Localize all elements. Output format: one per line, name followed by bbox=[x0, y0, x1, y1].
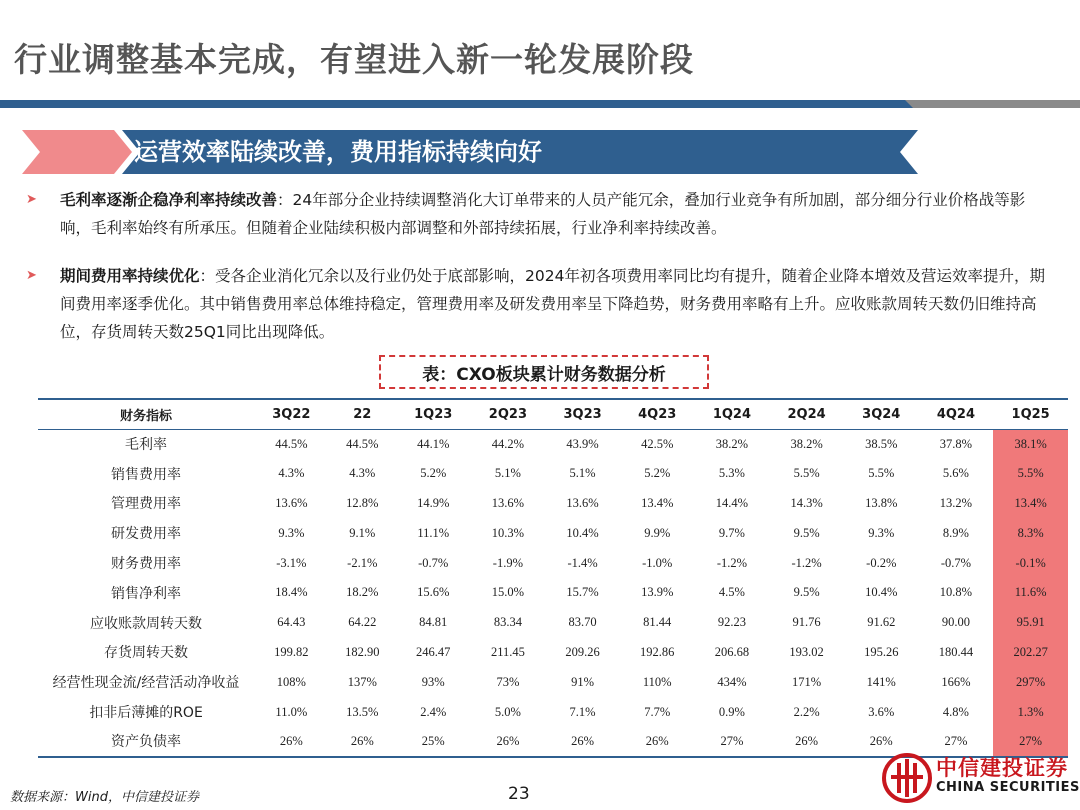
table-cell: 13.2% bbox=[939, 495, 973, 510]
table-cell: 297% bbox=[993, 667, 1068, 697]
table-cell: 9.9% bbox=[644, 525, 671, 540]
page-title: 行业调整基本完成，有望进入新一轮发展阶段 bbox=[14, 40, 694, 79]
table-cell: 7.7% bbox=[644, 704, 671, 719]
header-cell: 1Q24 bbox=[695, 399, 770, 429]
table-cell: 14.9% bbox=[417, 495, 450, 510]
header-cell: 4Q24 bbox=[919, 399, 994, 429]
table-cell: 108% bbox=[276, 674, 306, 689]
table-cell: 42.5% bbox=[641, 436, 674, 451]
table-cell: 4.8% bbox=[942, 704, 969, 719]
table-cell: 5.5% bbox=[868, 466, 895, 481]
table-cell: 15.0% bbox=[491, 585, 525, 600]
table-cell: 206.68 bbox=[714, 644, 750, 659]
table-cell: 5.2% bbox=[644, 466, 671, 481]
table-cell: 11.0% bbox=[275, 704, 308, 719]
table-cell: 11.6% bbox=[993, 578, 1068, 608]
table-cell: 182.90 bbox=[345, 644, 380, 659]
table-cell: 10.3% bbox=[491, 525, 525, 540]
header-cell: 22 bbox=[329, 399, 396, 429]
table-cell: 5.6% bbox=[942, 466, 969, 481]
table-cell: 44.2% bbox=[491, 436, 525, 451]
table-cell: 95.91 bbox=[993, 608, 1068, 638]
table-cell: 7.1% bbox=[569, 704, 596, 719]
table-cell: 2.2% bbox=[793, 704, 820, 719]
bullet-gross-margin bbox=[26, 186, 1056, 242]
table-cell: 180.44 bbox=[938, 644, 974, 659]
table-cell: 93% bbox=[421, 674, 445, 689]
table-cell: 137% bbox=[347, 674, 377, 689]
table-cell: 13.9% bbox=[641, 585, 674, 600]
table-cell: 64.22 bbox=[348, 615, 377, 630]
table-cell: 5.1% bbox=[569, 466, 596, 481]
logo-text-en: CHINA SECURITIES bbox=[936, 780, 1080, 795]
row-label: 经营性现金流/经营活动净收益 bbox=[52, 675, 240, 692]
table-cell: 84.81 bbox=[419, 615, 448, 630]
table-cell: 73% bbox=[496, 674, 520, 689]
table-cell: 110% bbox=[642, 674, 672, 689]
table-cell: 9.3% bbox=[868, 525, 895, 540]
table-cell: 13.6% bbox=[566, 495, 599, 510]
table-cell: 141% bbox=[866, 674, 896, 689]
table-cell: 10.8% bbox=[939, 585, 973, 600]
citic-logo-icon bbox=[882, 753, 932, 803]
table-row bbox=[38, 638, 1068, 668]
table-header-row bbox=[38, 399, 1068, 429]
table-cell: 12.8% bbox=[346, 495, 379, 510]
row-label: 应收账款周转天数 bbox=[90, 615, 202, 632]
table-cell: 25% bbox=[396, 727, 471, 757]
table-cell: 246.47 bbox=[416, 644, 451, 659]
table-cell: 13.5% bbox=[346, 704, 379, 719]
table-cell: -1.2% bbox=[791, 555, 822, 570]
table-cell: 13.6% bbox=[275, 495, 308, 510]
table-cell: 26% bbox=[329, 727, 396, 757]
table-cell: 38.1% bbox=[993, 429, 1068, 459]
triangle-arrow-icon: ➤ bbox=[26, 192, 37, 207]
table-row bbox=[38, 459, 1068, 489]
table-cell: 83.34 bbox=[493, 615, 522, 630]
table-cell: 26% bbox=[620, 727, 695, 757]
table-cell: 166% bbox=[941, 674, 971, 689]
row-label: 资产负债率 bbox=[38, 727, 254, 757]
table-cell: 27% bbox=[695, 727, 770, 757]
table-cell: 4.3% bbox=[349, 466, 376, 481]
table-cell: -1.9% bbox=[492, 555, 523, 570]
table-cell: 90.00 bbox=[941, 615, 970, 630]
table-cell: 26% bbox=[254, 727, 329, 757]
table-cell: 9.5% bbox=[793, 585, 820, 600]
table-row bbox=[38, 697, 1068, 727]
table-cell: 202.27 bbox=[993, 638, 1068, 668]
triangle-arrow-icon: ➤ bbox=[26, 268, 37, 283]
table-cell: 0.9% bbox=[718, 704, 745, 719]
table-cell: 2.4% bbox=[420, 704, 447, 719]
header-cell: 财务指标 bbox=[38, 399, 254, 429]
table-cell: 38.2% bbox=[715, 436, 749, 451]
table-cell: -0.2% bbox=[866, 555, 897, 570]
table-cell: 38.5% bbox=[865, 436, 898, 451]
table-cell: 13.6% bbox=[491, 495, 525, 510]
table-cell: 434% bbox=[717, 674, 747, 689]
table-cell: -1.4% bbox=[567, 555, 598, 570]
table-cell: 10.4% bbox=[566, 525, 599, 540]
table-cell: -3.1% bbox=[276, 555, 307, 570]
table-cell: 13.8% bbox=[865, 495, 898, 510]
table-cell: 209.26 bbox=[565, 644, 600, 659]
table-cell: 44.5% bbox=[346, 436, 379, 451]
table-cell: -1.0% bbox=[642, 555, 673, 570]
page-number: 23 bbox=[508, 784, 530, 804]
table-body bbox=[38, 429, 1068, 757]
table-row bbox=[38, 518, 1068, 548]
table-cell: 4.3% bbox=[278, 466, 305, 481]
table-cell: 13.4% bbox=[641, 495, 674, 510]
table-cell: 9.1% bbox=[349, 525, 376, 540]
table-cell: 195.26 bbox=[864, 644, 899, 659]
row-label: 销售费用率 bbox=[111, 466, 181, 483]
table-cell: 81.44 bbox=[643, 615, 672, 630]
table-cell: 5.0% bbox=[494, 704, 521, 719]
table-cell: 9.3% bbox=[278, 525, 305, 540]
table-cell: 91.62 bbox=[867, 615, 896, 630]
table-cell: 9.7% bbox=[718, 525, 745, 540]
table-cell: 171% bbox=[792, 674, 822, 689]
row-label: 研发费用率 bbox=[111, 526, 181, 543]
header-cell: 1Q25 bbox=[993, 399, 1068, 429]
table-cell: 37.8% bbox=[939, 436, 973, 451]
bullet-lead: 毛利率逐渐企稳净利率持续改善 bbox=[60, 191, 278, 209]
table-cell: 43.9% bbox=[566, 436, 599, 451]
table-cell: 27% bbox=[919, 727, 994, 757]
table-row bbox=[38, 667, 1068, 697]
row-label: 毛利率 bbox=[125, 437, 167, 454]
table-cell: 11.1% bbox=[417, 525, 450, 540]
table-cell: 44.1% bbox=[417, 436, 450, 451]
table-cell: 9.5% bbox=[793, 525, 820, 540]
table-cell: 8.9% bbox=[942, 525, 969, 540]
table-cell: 26% bbox=[471, 727, 546, 757]
bullet-text: ：受各企业消化冗余以及行业仍处于底部影响，2024年初各项费用率同比均有提升，随着企业降本增效及营运效率提升，期间费用率逐季优化。其中销售费用率总体维持稳定，管理费用率及研发费用率呈下降趋势，财务费用率略有上升。应收账款周转天数仍旧维持高位，存货周转天数25Q1同比出现降低。 bbox=[60, 267, 1045, 341]
table-cell: 13.4% bbox=[993, 489, 1068, 519]
row-label: 管理费用率 bbox=[111, 496, 181, 513]
header-cell: 1Q23 bbox=[396, 399, 471, 429]
table-cell: 192.86 bbox=[640, 644, 675, 659]
header-cell: 4Q23 bbox=[620, 399, 695, 429]
bullet-text: ：24年部分企业持续调整消化大订单带来的人员产能冗余，叠加行业竞争有所加剧，部分细分行业价格战等影响，毛利率始终有所承压。但随着企业陆续积极内部调整和外部持续拓展，行业净利率持续改善。 bbox=[60, 191, 1026, 237]
table-cell: 5.5% bbox=[993, 459, 1068, 489]
table-cell: 18.2% bbox=[346, 585, 379, 600]
table-cell: 26% bbox=[769, 727, 844, 757]
table-cell: -0.1% bbox=[993, 548, 1068, 578]
table-cell: -2.1% bbox=[347, 555, 378, 570]
section-heading: 运营效率陆续改善，费用指标持续向好 bbox=[134, 138, 542, 166]
table-cell: 14.4% bbox=[715, 495, 749, 510]
header-cell: 2Q23 bbox=[471, 399, 546, 429]
financial-table bbox=[38, 398, 1068, 758]
logo-text-cn: 中信建投证券 bbox=[936, 756, 1068, 780]
table-caption: 表：CXO板块累计财务数据分析 bbox=[379, 355, 709, 389]
data-source: 数据来源：Wind，中信建投证券 bbox=[10, 790, 199, 805]
table-cell: 26% bbox=[844, 727, 919, 757]
table-cell: 5.2% bbox=[420, 466, 447, 481]
row-label: 销售净利率 bbox=[111, 585, 181, 602]
table-cell: 15.6% bbox=[417, 585, 450, 600]
table-cell: 8.3% bbox=[993, 518, 1068, 548]
table-cell: 91% bbox=[571, 674, 595, 689]
title-divider bbox=[0, 100, 1080, 110]
table-cell: 15.7% bbox=[566, 585, 599, 600]
table-cell: 4.5% bbox=[718, 585, 745, 600]
bullet-lead: 期间费用率持续优化 bbox=[60, 267, 200, 285]
bullet-expense-ratio bbox=[26, 262, 1056, 346]
row-label: 存货周转天数 bbox=[104, 645, 188, 662]
table-cell: 27% bbox=[993, 727, 1068, 757]
table-cell: 1.3% bbox=[993, 697, 1068, 727]
table-row bbox=[38, 489, 1068, 519]
table-row bbox=[38, 548, 1068, 578]
table-cell: 211.45 bbox=[490, 644, 525, 659]
row-label: 财务费用率 bbox=[111, 556, 181, 573]
table-row bbox=[38, 578, 1068, 608]
table-cell: 18.4% bbox=[275, 585, 308, 600]
table-cell: 3.6% bbox=[868, 704, 895, 719]
table-cell: 14.3% bbox=[790, 495, 823, 510]
table-cell: 91.76 bbox=[792, 615, 821, 630]
table-cell: 193.02 bbox=[789, 644, 824, 659]
table-cell: 10.4% bbox=[865, 585, 898, 600]
table-cell: 64.43 bbox=[277, 615, 306, 630]
header-cell: 3Q24 bbox=[844, 399, 919, 429]
table-cell: -0.7% bbox=[418, 555, 449, 570]
row-label: 扣非后薄摊的ROE bbox=[89, 705, 203, 722]
table-cell: 26% bbox=[545, 727, 620, 757]
table-cell: 44.5% bbox=[275, 436, 308, 451]
table-row bbox=[38, 429, 1068, 459]
table-cell: 83.70 bbox=[568, 615, 597, 630]
table-cell: 5.5% bbox=[793, 466, 820, 481]
table-cell: -0.7% bbox=[940, 555, 972, 570]
table-cell: 199.82 bbox=[274, 644, 309, 659]
header-cell: 3Q23 bbox=[545, 399, 620, 429]
table-cell: 38.2% bbox=[790, 436, 823, 451]
table-cell: -1.2% bbox=[716, 555, 748, 570]
table-cell: 92.23 bbox=[717, 615, 746, 630]
table-cell: 5.3% bbox=[718, 466, 745, 481]
table-row bbox=[38, 608, 1068, 638]
header-cell: 3Q22 bbox=[254, 399, 329, 429]
table-cell: 5.1% bbox=[494, 466, 521, 481]
header-cell: 2Q24 bbox=[769, 399, 844, 429]
